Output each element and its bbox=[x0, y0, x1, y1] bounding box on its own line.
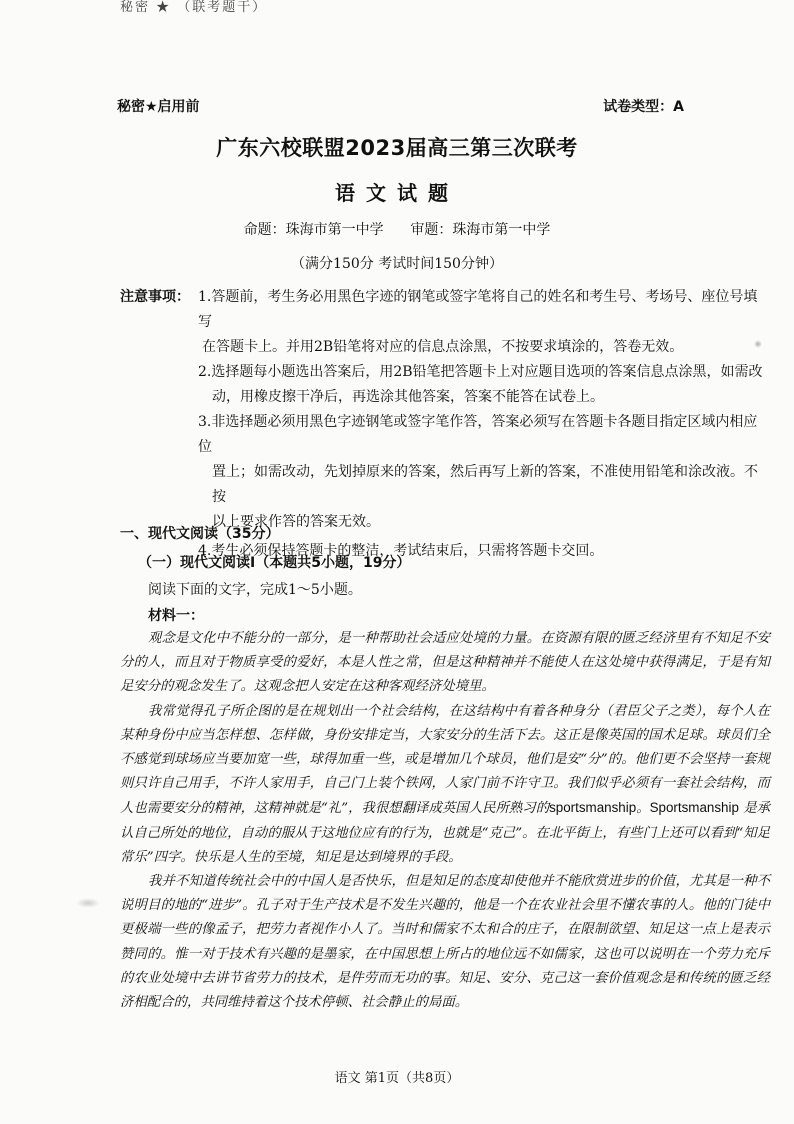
page-footer: 语文 第1页（共8页） bbox=[334, 1071, 460, 1086]
notice-item-line: 1.答题前，考生务必用黑色字迹的钢笔或签字笔将自己的姓名和考生号、考场号、座位号填写 bbox=[198, 289, 758, 330]
notice-label: 注意事项： bbox=[120, 289, 190, 305]
notice-item bbox=[198, 360, 770, 410]
notice-item-line: 动，用橡皮擦干净后，再选涂其他答案，答案不能答在试卷上。 bbox=[212, 389, 604, 405]
passage-paragraph: 我并不知道传统社会中的中国人是否快乐，但是知足的态度却使他并不能欣赏进步的价值，尤其是一种不说明目的地的“进步”。孔子对于生产技术是不发生兴趣的，他是一个在农业社会里不懂农事的人。他的门徒中更极端一些的像孟子，把劳力者视作小人了。当时和儒家不太和合的庄子，在限制欲望、知足这一点上是表示赞同的。惟一对于技术有兴趣的是墨家，在中国思想上所占的地位远不如儒家，这也可以说明在一个劳力充斥的农业处境中去讲节省劳力的技术，是件劳而无功的事。知足、安分、克己这一套价值观念是和传统的匮乏经济相配合的，共同维持着这个技术停顿、社会静止的局面。 bbox=[120, 874, 770, 1011]
subject-title: 语文试题 bbox=[335, 181, 459, 205]
notice-item-line: 2.选择题每小题选出答案后，用2B铅笔把答题卡上对应题目选项的答案信息点涂黑，如需改 bbox=[198, 364, 763, 380]
passage-paragraph: 观念是文化中不能分的一部分，是一种帮助社会适应处境的力量。在资源有限的匮乏经济里有不知足不安分的人，而且对于物质享受的爱好，本是人性之常，但是这种精神并不能使人在这处境中获得满足，于是有知足安分的观念发生了。这观念把人安定在这种客观经济处境里。 bbox=[120, 631, 770, 695]
notice-item-line: 在答题卡上。并用2B铅笔将对应的信息点涂黑，不按要求填涂的，答卷无效。 bbox=[202, 339, 684, 355]
scan-smudge bbox=[754, 340, 762, 348]
passage-paragraph bbox=[120, 700, 770, 870]
notice-item-line: 以上要求作答的答案无效。 bbox=[212, 514, 380, 530]
reading-instruction: 阅读下面的文字，完成1～5小题。 bbox=[148, 582, 362, 598]
score-time-line: （满分150分 考试时间150分钟） bbox=[291, 256, 503, 272]
cropped-top-text: 秘密 ★ （联考题干） bbox=[120, 0, 268, 15]
sub-section-heading: （一）现代文阅读Ⅰ（本题共5小题，19分） bbox=[138, 555, 411, 571]
scan-smudge bbox=[76, 898, 100, 908]
passage-english-word: Sportsmanship bbox=[649, 800, 739, 816]
paper-type: 试卷类型：A bbox=[603, 99, 684, 115]
notice-item-line: 3.非选择题必须用黑色字迹钢笔或签字笔作答，答案必须写在答题卡各题目指定区域内相应位 bbox=[198, 414, 758, 455]
notice-item bbox=[198, 285, 770, 360]
passage-text: 是承认自己所处的地位，自动的服从于这地位应有的行为，也就是“克己”。在北平街上，有些门上还可以看到“知足常乐”四字。快乐是人生的至境，知足是达到境界的手段。 bbox=[120, 801, 770, 865]
notice-item-line: 4.考生必须保持答题卡的整洁，考试结束后，只需将答题卡交回。 bbox=[198, 543, 604, 559]
passage-text: 。 bbox=[636, 801, 650, 817]
exam-title: 广东六校联盟2023届高三第三次联考 bbox=[216, 136, 578, 160]
confidential-mark: 秘密★启用前 bbox=[117, 99, 200, 115]
passage-text: 我常觉得孔子所企图的是在规划出一个社会结构，在这结构中有着各种身分（君臣父子之类），每个人在某种身份中应当怎样想、怎样做，身份安排定当，大家安分的生活下去。这正是像英国的国术足球。球员们全不感觉到球场应当要加宽一些，球得加重一些，或是增加几个球员，他们是安“分”的。他们更不会坚持一套规则只许自己用手，不许人家用手，自己门上装个铁网，人家门前不许守卫。我们似乎必须有一套社会结构，而人也需要安分的精神，这精神就是“礼”，我很想翻译成英国人民所熟习的 bbox=[120, 703, 770, 817]
passage-english-word: sportsmanship bbox=[549, 800, 637, 816]
notice-item-line: 置上；如需改动，先划掉原来的答案，然后再写上新的答案，不准使用铅笔和涂改液。不按 bbox=[212, 464, 758, 505]
author-line: 命题：珠海市第一中学 审题：珠海市第一中学 bbox=[243, 222, 551, 238]
section-heading: 一、现代文阅读（35分） bbox=[120, 526, 280, 542]
notice-items bbox=[198, 285, 770, 564]
material-label: 材料一： bbox=[148, 608, 204, 624]
reading-passage bbox=[120, 627, 770, 1015]
notice-item bbox=[198, 410, 770, 535]
